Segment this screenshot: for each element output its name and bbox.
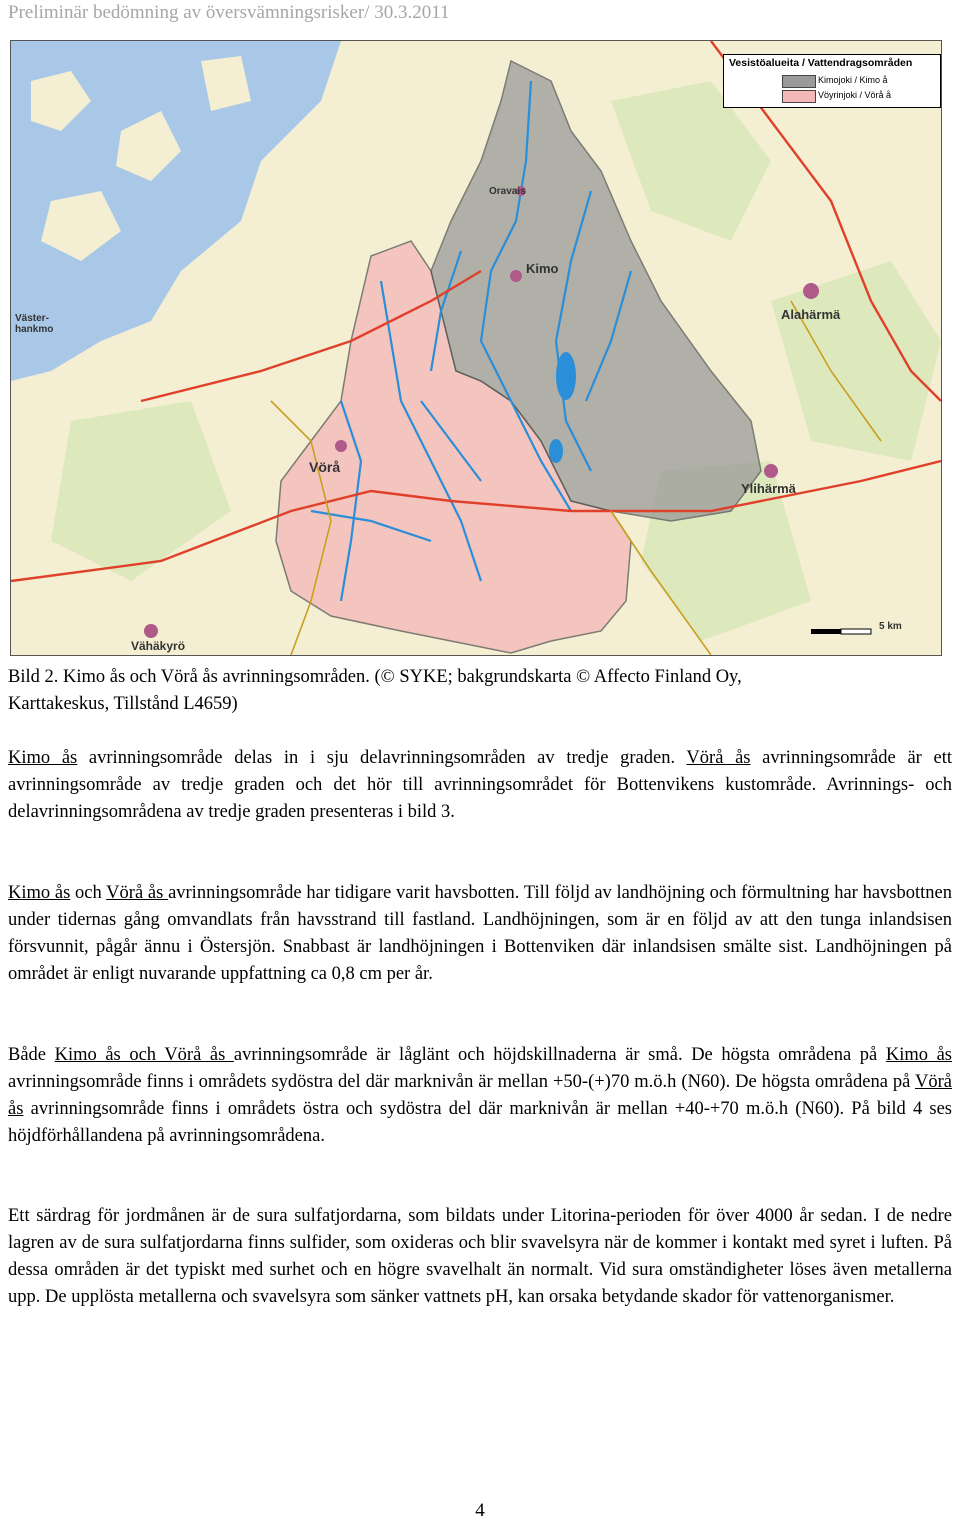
link-vora-as: Vörå ås bbox=[686, 748, 751, 768]
paragraph-text: Både bbox=[8, 1045, 55, 1065]
lake bbox=[549, 439, 563, 463]
link-vora-as: Vörå ås bbox=[106, 883, 169, 903]
paragraph-1 bbox=[8, 745, 952, 826]
caption-line-1: Bild 2. Kimo ås och Vörå ås avrinningsområden. (© SYKE; bakgrundskarta © Affecto Finland Oy, bbox=[8, 667, 742, 687]
paragraph-text: avrinningsområde finns i områdets östra och sydöstra del där marknivån är mellan +40-+70 m.ö.h (N60). På bild 4 ses höjdförhållandena på avrinningsområdena. bbox=[8, 1099, 952, 1146]
map-scale-label: 5 km bbox=[879, 621, 902, 632]
link-vora-as: Vörå ås bbox=[8, 1072, 952, 1119]
paragraph-text: avrinningsområde delas in i sju delavrinningsområden av tredje graden. bbox=[77, 748, 687, 768]
caption-line-2: Karttakeskus, Tillstånd L4659) bbox=[8, 694, 238, 714]
paragraph-text: avrinningsområde har tidigare varit havsbotten. Till följd av landhöjning och förmultning har havsbottnen under tidernas gång omvandlats från havsstrand till fastland. Landhöjningen, som är en följd av att den tunga inlandsisen försvunnit, pågår ännu i Östersjön. Snabbast är landhöjningen i Bottenviken där inlandsisen smälte sist. Landhöjningen på området är enligt nuvarande uppfattning ca 0,8 cm per år. bbox=[8, 883, 952, 984]
paragraph-2 bbox=[8, 880, 952, 988]
figure-caption bbox=[8, 664, 952, 718]
watershed-map bbox=[10, 40, 942, 656]
legend-title: Vesistöalueita / Vattendragsområden bbox=[729, 57, 913, 69]
link-kimo-vora: Kimo ås och Vörå ås bbox=[54, 1045, 234, 1065]
map-legend bbox=[723, 54, 941, 108]
legend-swatch-vora bbox=[782, 90, 816, 103]
page-number: 4 bbox=[475, 1500, 485, 1521]
legend-swatch-kimo bbox=[782, 75, 816, 88]
lake bbox=[556, 352, 576, 400]
paragraph-text: avrinningsområde är ett avrinningsområde av tredje graden och det hör till avrinningsområdet för Bottenvikens kustområde. Avrinnings- och delavrinningsområdena av tredje graden presenteras i bild 3. bbox=[8, 748, 952, 822]
link-kimo-as: Kimo ås bbox=[8, 748, 78, 768]
map-label-vahakyro: Vähäkyrö bbox=[131, 639, 186, 653]
paragraph-text: Ett särdrag för jordmånen är de sura sulfatjordarna, som bildats under Litorina-perioden för över 4000 år sedan. I de nedre lagren av de sura sulfatjordarna finns sulfider, som oxideras och blir svavelsyra när de kommer i kontakt med syret i luften. På dessa områden är det typiskt med surhet och en högre svavelhalt än normalt. Vid sura omständigheter löses även metallerna upp. De upplösta metallerna och svavelsyra som sänker vattnets pH, kan orsaka betydande skador för vattenorganismer. bbox=[8, 1206, 952, 1307]
page-header: Preliminär bedömning av översvämningsrisker/ 30.3.2011 bbox=[8, 2, 450, 23]
link-kimo-as: Kimo ås bbox=[8, 883, 71, 903]
legend-label-kimo: Kimojoki / Kimo å bbox=[818, 75, 888, 85]
paragraph-3 bbox=[8, 1042, 952, 1150]
paragraph-text: avrinningsområde är låglänt och höjdskillnaderna är små. De högsta områdena på bbox=[233, 1045, 886, 1065]
map-label-vora: Vörå bbox=[309, 459, 341, 475]
map-label-vasterhankmo: Väster- hankmo bbox=[15, 313, 54, 335]
link-kimo-as: Kimo ås bbox=[885, 1045, 952, 1065]
map-label-alaharma: Alahärmä bbox=[781, 307, 841, 322]
map-label-kimo: Kimo bbox=[526, 261, 559, 276]
map-label-oravais: Oravais bbox=[489, 186, 526, 197]
paragraph-text: avrinningsområde finns i områdets sydöstra del där marknivån är mellan +50-(+)70 m.ö.h (N60). De högsta områdena på bbox=[8, 1072, 916, 1092]
map-graphic bbox=[11, 41, 941, 655]
paragraph-4 bbox=[8, 1203, 952, 1311]
paragraph-text: och bbox=[70, 883, 107, 903]
map-label-ylihärma: Ylihärmä bbox=[741, 481, 796, 496]
legend-label-vora: Vöyrinjoki / Vörå å bbox=[818, 90, 892, 100]
